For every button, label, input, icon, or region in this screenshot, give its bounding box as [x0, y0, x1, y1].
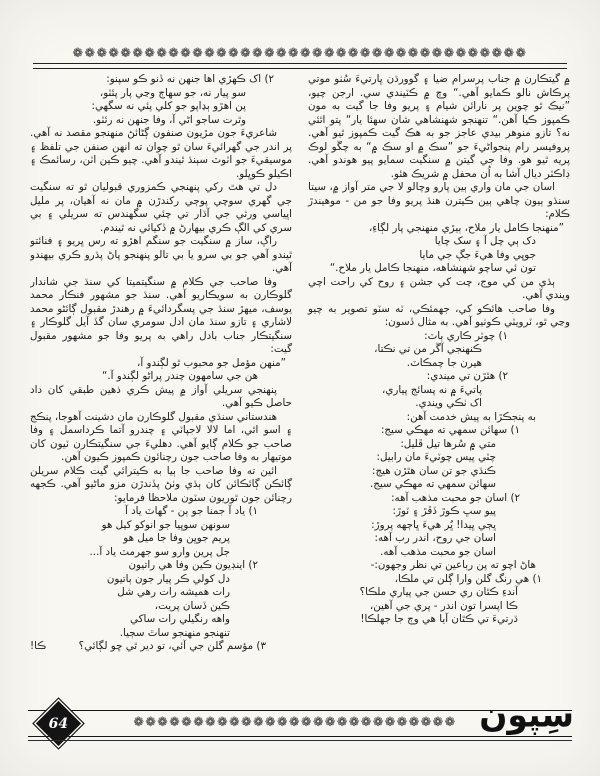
- top-ornament-border: ❁❁❁❁❁❁❁❁❁❁❁❁❁❁❁❁❁❁❁❁❁❁❁❁❁❁❁❁❁❁❁❁❁❁❁❁❁❁: [72, 47, 528, 60]
- verse-line: ”منهنجا ڪامل يار ملاح، ٻيڙي منهنجي پار لڳاءِ،: [368, 221, 564, 234]
- verse-line: ٢) اک ڪهڙي اها جنهن نه ڏنو ڪو سپنو:: [106, 73, 274, 85]
- verse-line: [30, 640, 292, 654]
- verse-line: هن جي سامهون چندر پراڻو لڳندو آ.“: [102, 370, 258, 382]
- paragraph: وفا صاحب جي ڪلام ۾ سنگيتميتا کي سنڌ جي شاندار گلوڪارن به سويڪاريو آهي. سنڌ جو مشهور فنڪار محمد يوسف، ميهڙ سنڌ جي پسگردائيءَ ۾ رهندڙ مقبول ڳائڻو محمد لاشاري ۽ تازو سنڌ مان ادل سومري سان گڏ آيل گلوڪار ۽ سنگيتڪار جناب بادل راهي به پريو وفا جو مشهور مقبول گيت:: [30, 275, 292, 355]
- verse-line: سو پيار نه، جو سهاڄ وڃي پار پئٽو،: [99, 86, 246, 99]
- magazine-masthead: سِپون: [479, 694, 574, 735]
- verse-line: ١) سهائن سمهي ته مهڪي سيج:: [380, 424, 520, 436]
- verse-line: سونهن سوڀيا جو انوکو کيل هو: [101, 518, 230, 531]
- verse-block: [308, 492, 570, 560]
- footer-rule-bottom-thin: [28, 740, 572, 741]
- verse-line: پن اهڙو ٻڍاپو جو کلي پئي نه سگهي:: [91, 100, 246, 112]
- verse-line: ٢) اسان جو محبت مذهب آهه:: [391, 491, 520, 504]
- verse-line: ڪنهنجي آڱر من تي نڪتا،: [374, 343, 482, 355]
- verse-line: ٢) اينڊيون ڪين وفا هي راتيون: [128, 559, 258, 571]
- paragraph: دل تي هٿ رکي پنهنجي ڪمزوري قبوليان ٿو ته سنگيت جي گهري سوچي پوڄي رکندڙن ۾ مان نه آهيان، پر مليل اڀياسي ورثي جي آڌار تي چئي سگهندس ته سريلي ۽ بي سري کي الڳ ڪري بيهارڻ ۾ ڏکيائي نه ٿيندم.: [30, 181, 292, 234]
- verse-line: ڌرتيءَ تي ڪٿان آيا هي وڄ جا جهلڪا!: [360, 613, 518, 625]
- verse-line: ڪا اپسرا تون اندر - پري جي آهين،: [369, 599, 518, 612]
- verse-block: [30, 357, 292, 384]
- footer-ornament-border: ❁❁❁❁❁❁❁❁❁❁❁❁❁❁❁❁❁❁❁❁❁❁❁❁❁❁❁: [133, 716, 457, 729]
- verse-line: ڪنڌي جو تن سان هٿڙن هيڄ:: [371, 464, 496, 477]
- paragraph: ٻڌي من کي موج، چت کي جشن ۽ روح کي راحت اچي ويندي آهي.: [308, 275, 570, 301]
- verse-line: پاتيءَ ۾ نه پسائج پياري،: [382, 383, 482, 396]
- verse-line: جل پرين وارو سو جهرمٽ ياد آ...: [89, 545, 230, 558]
- paragraph: راڳ، ساز ۾ سنگيت جو سنگم اهڙو ته رس ڀريو ۽ فنائتو ٿيندو آهي جو بي سرو يا بي تالو پنهنجو پاڻ پڌرو ڪري بيهندو آهي.: [30, 235, 292, 274]
- intro-line: هاڻ اچو ته پن رباعين تي نظر وجهون:-: [370, 559, 536, 571]
- verse-line: رات هميشه رات رهي شل: [117, 586, 230, 598]
- verse-line: متي ۾ سُرها تيل ڦليل:: [400, 437, 496, 450]
- verse-line: ڪين ڏسان پريت،: [154, 599, 230, 612]
- verse-block: [308, 573, 570, 627]
- verse-line: ”منهن مؤمل جو محبوب ٿو لڳندو آ،: [137, 356, 286, 369]
- paragraph: اسان جي مان واري ٻين پارو وچالو لا جي متر آواز ۾، سيتا سنڌو ٻيون چاهي ٻين ڪيترن هنڌ پريو وفا جو من - موهيندڙ ڪلام:: [308, 181, 570, 220]
- paragraph: شاعريءَ جون مڙيون صنفون ڳڻائڻ منهنجو مقصد نه آهي. پر اندر جي گهرائيءَ سان ٿو چوان ته انهن صنفن جي تلفظ ۽ موسيقيءَ جو اٽوٽ سٻنڌ ٿيندو آهي. چيو ڪين اٽن، رسائمڪ ۽ اڪيلو ڪوڀلو.: [30, 127, 292, 180]
- column-left: [30, 73, 292, 702]
- paragraph: هندستاني سنڌي مقبول گلوڪارن مان دشينت آهوجا، پنڪج ۽ اسو اٿي، اما لالا لاجپاٽي ۽ چندرو آتما ڪرداسمل ۽ وفا صاحب جو ڪلام ڳايو آهي. دهليءَ جي سنگيتڪارن ٽيون کان موتيهار به وفا صاحب جون رچنائون ڪمپوز ڪيون آهن.: [30, 410, 292, 463]
- verse-block: [30, 559, 292, 640]
- text-run: ٣) مؤسم گلن جي آئي، تو دير ٿي ڇو لڳائي؟: [78, 640, 266, 652]
- verse-line: پريم جوڀن وفا جا ميل هو: [123, 532, 230, 544]
- verse-line: اسان جي روح، اندر رب آهه:: [374, 532, 496, 544]
- paragraph: ۾ گيتڪارن ۾ جناب پرسرام ضيا ۽ گوورڌن ڀارتيءَ سُٺو موتي پرڪاش نالو ڪمايو آهي.“ وچ ۾ ڪٽيندي سي. ارجن چيو، ”نيڪ ٿو چوين پر نارائن شيام ۽ پريو وفا جا گيت به مون ڪمپوز ڪيا آهن.“ تنهنجو شهنشاهي شان سهئا يار“ پتو اٿئي نه؟ تازو منوهر بيدي عاجز جو به هڪ گيت ڪمپوز ٿيو آهي. پروفيسر رام پنجواڻيءَ جو ”سڪ ۾ او سڪ ۾“ به چڱو لوڪ پريه ٿيو هو. وفا جي گيتن ۾ سنگيت سمايو پيو هوندو آهي. ڊاڪٽر ديال آشا به اُن محفل ۾ شريڪ هئو.: [308, 73, 570, 180]
- footer-rule-bottom: [28, 736, 572, 737]
- verse-line: چٽي پيس چوٽيءَ مان رابيل:: [376, 451, 496, 463]
- text-columns: [30, 73, 570, 702]
- verse-line: هيرن جا چمڪاٽ.: [406, 356, 482, 369]
- verse-block: [308, 330, 570, 371]
- verse-line: تنهنجو منهنجو ساٿ سڄيا.: [119, 626, 230, 639]
- page-number-badge: [32, 697, 84, 749]
- verse-line: دل کولي ڪر پيار جون ٻاتيون: [106, 572, 230, 585]
- verse-line: ڀڄي ڀيدا! ڀُر هيءَ ڀاڄهه پروڙ:: [371, 518, 496, 531]
- top-double-rule: [33, 63, 567, 69]
- verse-line: اسان جو محبت مذهب آهه.: [380, 545, 496, 558]
- footer-band: [28, 694, 574, 745]
- verse-line: وٿرت ساجو اڻي آ، وفا جنهن نه رئٽو.: [92, 113, 246, 126]
- verse-line: واهه رنگيلي رات ساکي: [129, 613, 230, 625]
- verse-line: دک ٻي چل آ ۽ سک چايا: [434, 235, 536, 247]
- page-number: 64: [48, 715, 69, 732]
- verse-line: ١) هي رنگ گلن وارا ڳلن تي ملڪا،: [394, 572, 542, 585]
- paragraph: پنهنجي سريلي آواز ۾ پيش ڪري ذهين طبقي کان داد حاصل ڪيو آهي.: [30, 383, 292, 409]
- verse-line: ١) ياد آ جمنا جو ٻن - گهاٽ ياد آ: [124, 505, 258, 517]
- verse-block: [30, 505, 292, 559]
- verse-line: تون ئي ساچو شهنشاهه، منهنجا ڪامل يار ملاح.“: [329, 262, 536, 274]
- verse-line: پيو سڀ ڪوڙ ڏڦڙ ۽ ٽوڙ:: [392, 505, 496, 517]
- paragraph: وفا صاحب هائڪو کي، جهمئڪي، ٽه سٽو تصوير به چيو وڃي ٿو، ٽرويٽي ڪوٺيو آهي. به مثال ڏسون:: [308, 302, 570, 328]
- verse-line: اک ٺڪي ويندي.: [415, 397, 482, 409]
- paragraph: ائين ته وفا صاحب جا ٻيا به ڪيترائي گيت ڪلام سريلن ڳائڪن ڳائڪائن کان ٻڌي وٺڻ پڏندڙن مزو ماڻيو آهي. ڪجهه رچنائن جون ٿوريون سٽون ملاحظا فرمايو:: [30, 464, 292, 504]
- verse-line: سهائن سمهي ته مهڪي سيج.: [369, 478, 496, 490]
- verse-block: [308, 370, 570, 411]
- verse-block: [30, 73, 292, 127]
- text-run: ڪا!: [30, 640, 47, 652]
- verse-line: آندءِ ڪٿان ري حسن جي پياري ملڪا؟: [359, 586, 518, 598]
- verse-line: جوڀي وفا هيءَ جڳ جي مايا: [419, 248, 536, 261]
- verse-line: ٢) هٿڙن تي ميندي:: [426, 370, 508, 382]
- column-right: [308, 73, 570, 702]
- intro-line: به پنجڪڙا به پيش خدمت آهن:: [406, 410, 536, 423]
- verse-block: [308, 424, 570, 492]
- verse-line: ١) چوٽر ڪاري ٻاٽ:: [424, 329, 508, 342]
- verse-block: [308, 222, 570, 276]
